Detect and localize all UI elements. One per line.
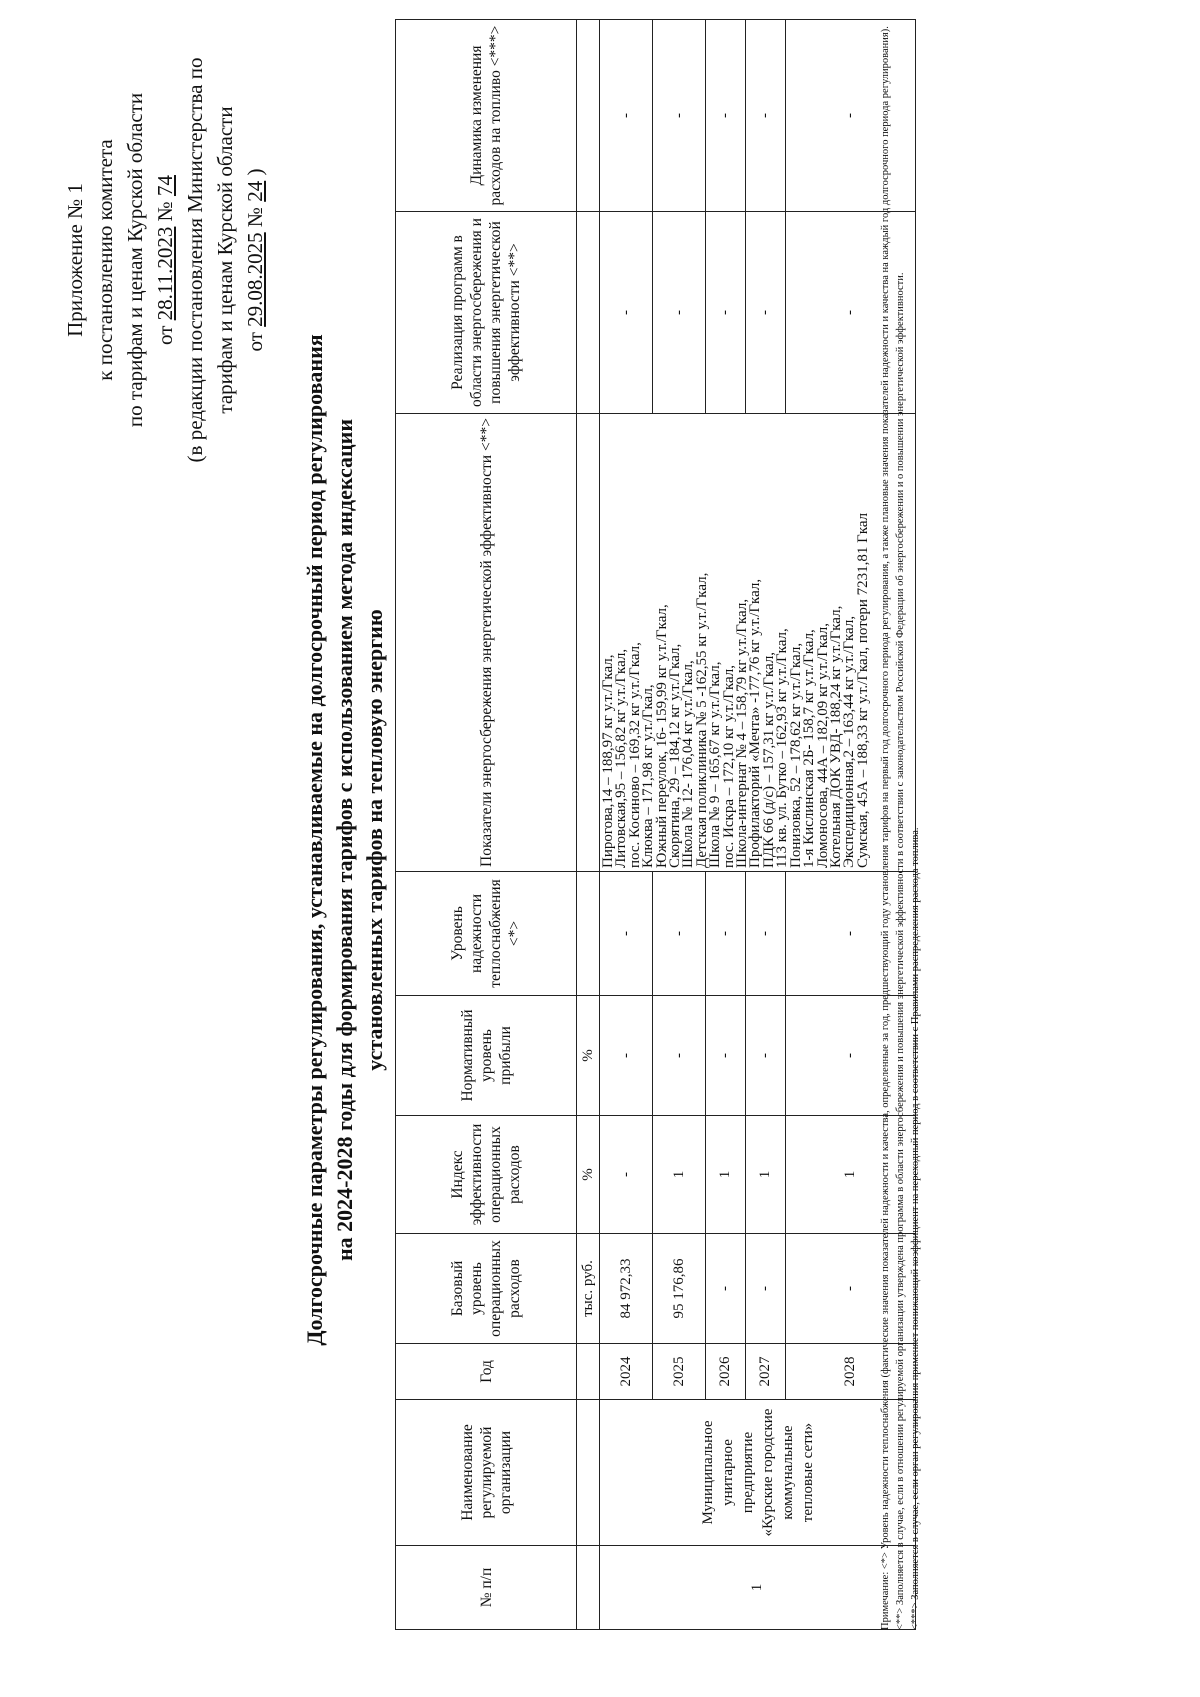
energy-indicators-list — [600, 414, 916, 872]
footnote-1: Примечание: <*> Уровень надежности теплоснабжения (фактические значения показателей надежности и качества, определенные за год, предшествующий году установления тарифов на первый год долгосрочного периода регулирования, а также плановые значения показателей надежности и качества на каждый год долгосрочного периода регулирования). — [880, 26, 891, 1630]
base-cell: - — [706, 1234, 746, 1344]
units-empty-programs — [577, 212, 600, 414]
year-cell: 2026 — [706, 1344, 746, 1400]
revision-date-prefix: от — [243, 326, 267, 352]
header-energy: Показатели энергосбережения энергетической эффективности <**> — [396, 414, 577, 872]
appendix-line-3: по тарифам и ценам Курской области — [123, 92, 147, 428]
footnote-3: <***> Заполняется в случае, если орган регулирования применяет понижающий коэффициент на переходный период в соответствии с Правилами распределения расхода топлива. — [910, 827, 921, 1630]
units-empty-org — [577, 1400, 600, 1546]
header-reliability: Уровень надежности теплоснабжения <*> — [396, 872, 577, 996]
indicator-item: пос. Искра – 172,10 кг у.т./Гкал, — [720, 664, 737, 868]
appendix-line-7 — [240, 30, 270, 490]
index-cell: 1 — [706, 1116, 746, 1234]
header-programs: Реализация программ в области энергосбережения и повышения энергетической эффективности <**> — [396, 212, 577, 414]
index-cell: 1 — [786, 1116, 916, 1234]
units-empty-energy — [577, 414, 600, 872]
reliability-cell: - — [653, 872, 706, 996]
year-cell: 2025 — [653, 1344, 706, 1400]
indicator-item: Ломоносова, 44А – 182,09 кг у.т./Гкал, — [814, 623, 831, 868]
profit-cell: - — [786, 996, 916, 1116]
row-number: 1 — [600, 1546, 916, 1630]
header-fuel: Динамика изменения расходов на топливо <***> — [396, 20, 577, 212]
header-index: Индекс эффективности операционных расходов — [396, 1116, 577, 1234]
indicator-item: 113 кв. ул. Бутко – 162,93 кг у.т./Гкал, — [774, 628, 791, 868]
indicator-item: Скорятина, 29 – 184,12 кг у.т./Гкал, — [667, 643, 684, 868]
reliability-cell: - — [600, 872, 653, 996]
rotated-document-page — [10, 20, 1150, 1660]
indicator-item: Детская поликлиника № 5 -162,55 кг у.т./Гкал, — [693, 572, 710, 868]
footnotes — [878, 20, 923, 1630]
indicator-item: Понизовка, 52 – 178,62 кг у.т./Гкал, — [787, 642, 804, 868]
header-org: Наименование регулируемой организации — [396, 1400, 577, 1546]
profit-cell: - — [746, 996, 786, 1116]
units-index: % — [577, 1116, 600, 1234]
profit-cell: - — [706, 996, 746, 1116]
indicator-item: Клюква – 171,98 кг у.т./Гкал, — [640, 684, 657, 868]
reliability-cell: - — [786, 872, 916, 996]
indicator-item: Котельная ДОК УВД- 188,24 кг у.т./Гкал, — [827, 605, 844, 868]
fuel-cell: - — [746, 20, 786, 212]
index-cell: 1 — [653, 1116, 706, 1234]
units-empty-num — [577, 1546, 600, 1630]
indicator-item: Экспедиционная,2 – 163,44 кг у.т./Гкал, — [841, 615, 858, 868]
appendix-date-prefix: от — [153, 320, 177, 345]
fuel-cell: - — [786, 20, 916, 212]
units-base: тыс. руб. — [577, 1234, 600, 1344]
index-cell: - — [600, 1116, 653, 1234]
units-empty-fuel — [577, 20, 600, 212]
programs-cell: - — [653, 212, 706, 414]
revision-suffix: ) — [243, 168, 267, 181]
organization-name: Муниципальное унитарное предприятие «Курские городские коммунальные тепловые сети» — [600, 1400, 916, 1546]
units-empty-reliability — [577, 872, 600, 996]
indicator-item: ПДК 66 (д/с) – 157,31 кг у.т./Гкал, — [760, 651, 777, 868]
title-line-1: Долгосрочные параметры регулирования, устанавливаемые на долгосрочный период регулирования — [302, 334, 327, 1346]
programs-cell: - — [706, 212, 746, 414]
header-year: Год — [396, 1344, 577, 1400]
programs-cell: - — [786, 212, 916, 414]
indicator-item: Профилакторий «Мечта» -177,76 кг у.т./Гкал, — [747, 578, 764, 868]
base-cell: 84 972,33 — [600, 1234, 653, 1344]
base-cell: - — [786, 1234, 916, 1344]
appendix-header — [60, 30, 270, 490]
appendix-line-1: Приложение № 1 — [63, 183, 87, 337]
units-empty-year — [577, 1344, 600, 1400]
indicator-item: Литовская,95 – 156,82 кг у.т./Гкал, — [613, 648, 630, 868]
appendix-no-label: № — [153, 196, 177, 227]
programs-cell: - — [746, 212, 786, 414]
appendix-line-4 — [150, 30, 180, 490]
fuel-cell: - — [653, 20, 706, 212]
index-cell: 1 — [746, 1116, 786, 1234]
profit-cell: - — [600, 996, 653, 1116]
header-num: № п/п — [396, 1546, 577, 1630]
title-line-2: на 2024-2028 годы для формирования тарифов с использованием метода индексации — [332, 418, 357, 1262]
fuel-cell: - — [600, 20, 653, 212]
revision-no-label: № — [243, 201, 267, 233]
indicator-item: Школа-интернат № 4 – 158,79 кг у.т./Гкал, — [734, 598, 751, 868]
indicator-item: пос. Косиново – 169,32 кг у.т./Гкал, — [626, 642, 643, 868]
reliability-cell: - — [706, 872, 746, 996]
units-profit: % — [577, 996, 600, 1116]
indicator-item: Южный переулок, 16- 159,99 кг у.т./Гкал, — [653, 604, 670, 868]
fuel-cell: - — [706, 20, 746, 212]
base-cell: - — [746, 1234, 786, 1344]
units-row — [577, 20, 600, 1630]
indicator-item: Пирогова,14 – 188,97 кг у.т./Гкал, — [600, 654, 616, 868]
appendix-line-5: (в редакции постановления Министерства по — [183, 57, 207, 463]
appendix-line-2: к постановлению комитета — [93, 139, 117, 381]
base-cell: 95 176,86 — [653, 1234, 706, 1344]
document-title — [300, 140, 390, 1540]
regulation-parameters-table — [395, 19, 916, 1630]
indicator-item: Школа № 12- 176,04 кг у.т./Гкал, — [680, 660, 697, 868]
revision-number: 24 — [243, 180, 267, 202]
year-cell: 2027 — [746, 1344, 786, 1400]
appendix-line-6: тарифам и ценам Курской области — [213, 106, 237, 414]
programs-cell: - — [600, 212, 653, 414]
indicator-item: Сумская, 45А – 188,33 кг у.т./Гкал, потери 7231,81 Гкал — [854, 512, 871, 868]
indicator-item: 1-я Кислинская 2Б- 158,7 кг у.т./Гкал, — [801, 629, 818, 868]
footnote-2: <**> Заполняется в случае, если в отношении регулируемой организации утверждена программа в области энергосбережения и повышения энергетической эффективности в соответствии с законодательством Российской Федерации об энергосбережении и о повышении энергетической эффективности. — [895, 272, 906, 1630]
revision-date: 29.08.2025 — [243, 232, 267, 327]
title-line-3: установленных тарифов на тепловую энергию — [362, 609, 387, 1071]
header-row — [396, 20, 577, 1630]
reliability-cell: - — [746, 872, 786, 996]
appendix-date: 28.11.2023 — [153, 226, 177, 321]
year-cell: 2024 — [600, 1344, 653, 1400]
year-cell: 2028 — [786, 1344, 916, 1400]
appendix-number: 74 — [153, 175, 177, 197]
header-base: Базовый уровень операционных расходов — [396, 1234, 577, 1344]
header-profit: Нормативный уровень прибыли — [396, 996, 577, 1116]
table-row — [600, 20, 653, 1630]
indicator-item: Школа № 9 – 165,67 кг у.т./Гкал, — [707, 661, 724, 868]
profit-cell: - — [653, 996, 706, 1116]
